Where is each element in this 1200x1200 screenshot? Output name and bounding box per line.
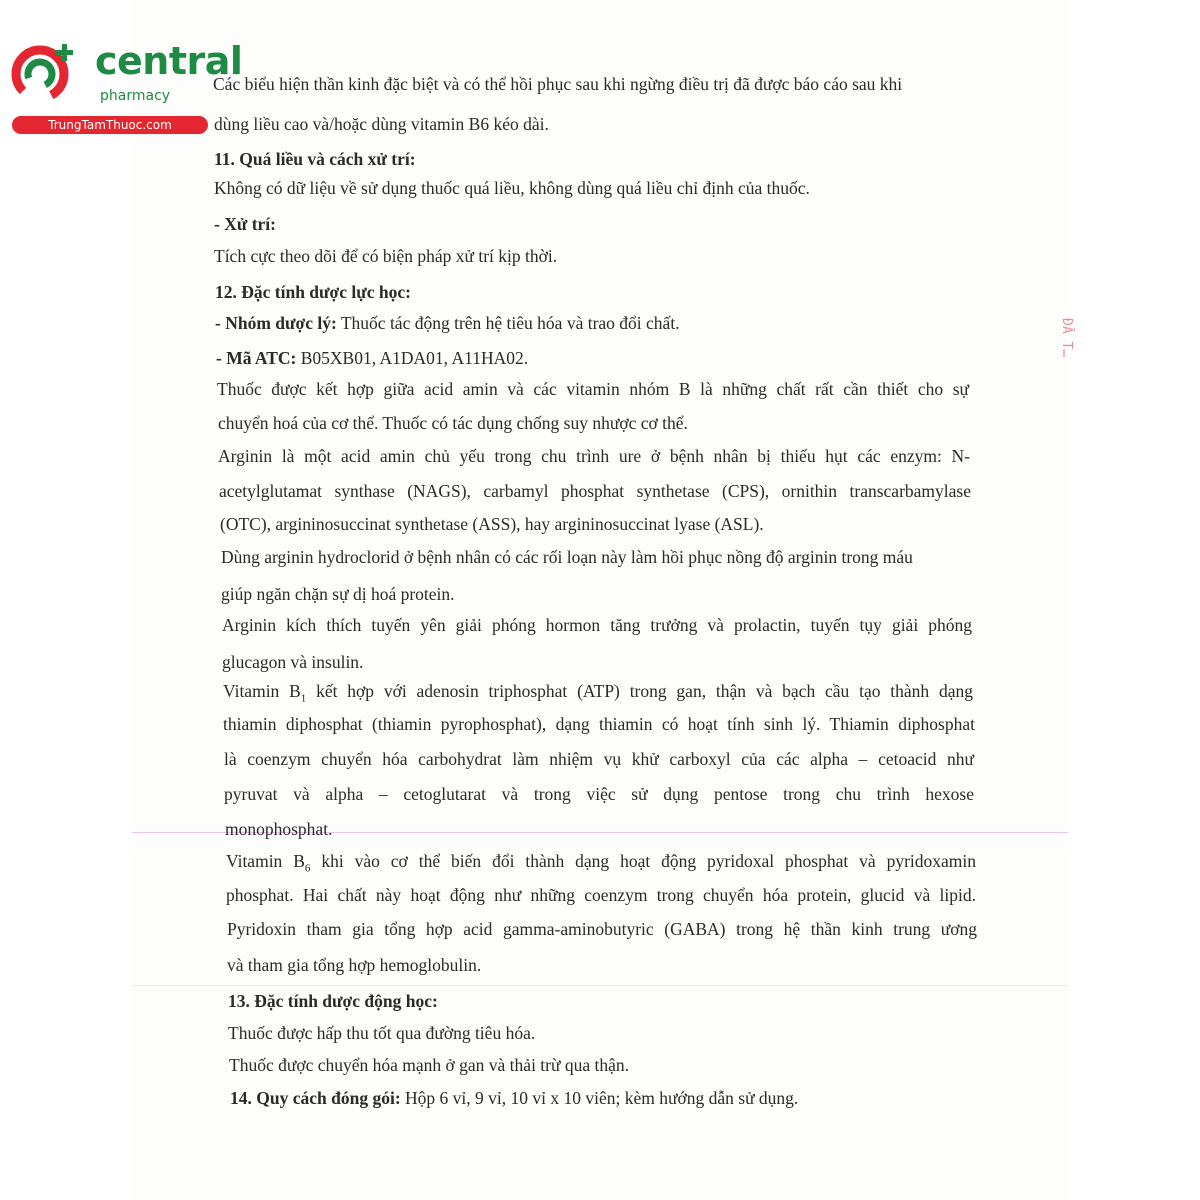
scan-faint-line [132,985,1068,986]
logo-c-cross-icon [10,40,90,110]
section-heading-14: 14. Quy cách đóng gói: [230,1088,401,1108]
label: - Mã ATC: [216,348,297,368]
text-line-nhom-duoc-ly [215,315,680,333]
text: khi vào cơ thể biến đổi thành dạng hoạt động pyridoxal phosphat và pyridoxamin [310,851,976,871]
section-heading-11: 11. Quá liều và cách xử trí: [214,149,416,169]
text-line: Thuốc được hấp thu tốt qua đường tiêu hóa. [228,1023,536,1043]
central-pharmacy-logo [10,39,243,140]
sub-heading-xu-tri: - Xử trí: [214,214,277,234]
text-line [226,853,976,875]
text-line: chuyển hoá của cơ thể. Thuốc có tác dụng chống suy nhược cơ thể. [218,413,688,433]
subscript: 6 [304,862,311,875]
text-line: Tích cực theo dõi để có biện pháp xử trí kịp thời. [214,246,558,266]
value: Hộp 6 vỉ, 9 vỉ, 10 vỉ x 10 viên; kèm hướng dẫn sử dụng. [400,1088,799,1108]
text-line: glucagon và insulin. [222,652,364,672]
text-line: Thuốc được kết hợp giữa acid amin và các vitamin nhóm B là những chất rất cần thiết cho sự [217,379,969,399]
section-heading-13: 13. Đặc tính dược động học: [228,991,438,1011]
text-line: và tham gia tổng hợp hemoglobulin. [227,955,482,975]
text-line: Thuốc được chuyển hóa mạnh ở gan và thải trừ qua thận. [229,1055,629,1075]
text-line: thiamin diphosphat (thiamin pyrophosphat), dạng thiamin có hoạt tính sinh lý. Thiamin diphosphat [223,714,975,734]
red-stamp-mark: ĐÃ T… [1059,318,1074,358]
text: Vitamin B [223,681,301,701]
text-line: phosphat. Hai chất này hoạt động như những coenzym trong chuyển hóa protein, glucid và lipid. [226,885,976,905]
logo-subtitle: pharmacy [100,88,171,104]
text-line: Arginin là một acid amin chủ yếu trong chu trình ure ở bệnh nhân bị thiếu hụt các enzym: N- [218,446,970,466]
text-line: là coenzym chuyển hóa carbohydrat làm nhiệm vụ khử carboxyl của các alpha – cetoacid như [224,749,974,769]
label: - Nhóm dược lý: [215,313,337,333]
text-line: pyruvat và alpha – cetoglutarat và trong việc sử dụng pentose trong chu trình hexose [224,784,974,804]
text-line: Không có dữ liệu về sử dụng thuốc quá liều, không dùng quá liều chỉ định của thuốc. [214,178,810,198]
text-line: Các biểu hiện thần kinh đặc biệt và có thể hồi phục sau khi ngừng điều trị đã được báo cáo sau khi [213,74,903,94]
text-line: giúp ngăn chặn sự dị hoá protein. [221,584,455,604]
text-line: Dùng arginin hydroclorid ở bệnh nhân có các rối loạn này làm hồi phục nồng độ arginin trong máu [221,547,913,567]
text-line: Pyridoxin tham gia tổng hợp acid gamma-aminobutyric (GABA) trong hệ thần kinh trung ương [227,919,977,939]
text: Vitamin B [226,851,305,871]
text-line: acetylglutamat synthase (NAGS), carbamyl phosphat synthetase (CPS), ornithin transcarbamylase [219,481,971,501]
value: Thuốc tác động trên hệ tiêu hóa và trao đổi chất. [336,313,680,333]
logo-url-badge: TrungTamThuoc.com [12,116,208,134]
text-line: monophosphat. [225,819,333,839]
text-line-ma-atc [216,350,528,368]
text-line: (OTC), argininosuccinat synthetase (ASS), hay argininosuccinat lyase (ASL). [220,514,764,534]
value: B05XB01, A1DA01, A11HA02. [296,348,529,368]
text-line: dùng liều cao và/hoặc dùng vitamin B6 kéo dài. [214,114,549,134]
text-line [223,683,973,705]
text: kết hợp với adenosin triphosphat (ATP) trong gan, thận và bạch cầu tạo thành dạng [306,681,973,701]
text-line: Arginin kích thích tuyến yên giải phóng hormon tăng trưởng và prolactin, tuyến tụy giải phóng [222,615,972,635]
logo-name: central [95,39,243,83]
text-line-quy-cach [230,1090,798,1108]
subscript: 1 [300,692,307,705]
section-heading-12: 12. Đặc tính dược lực học: [215,282,411,302]
